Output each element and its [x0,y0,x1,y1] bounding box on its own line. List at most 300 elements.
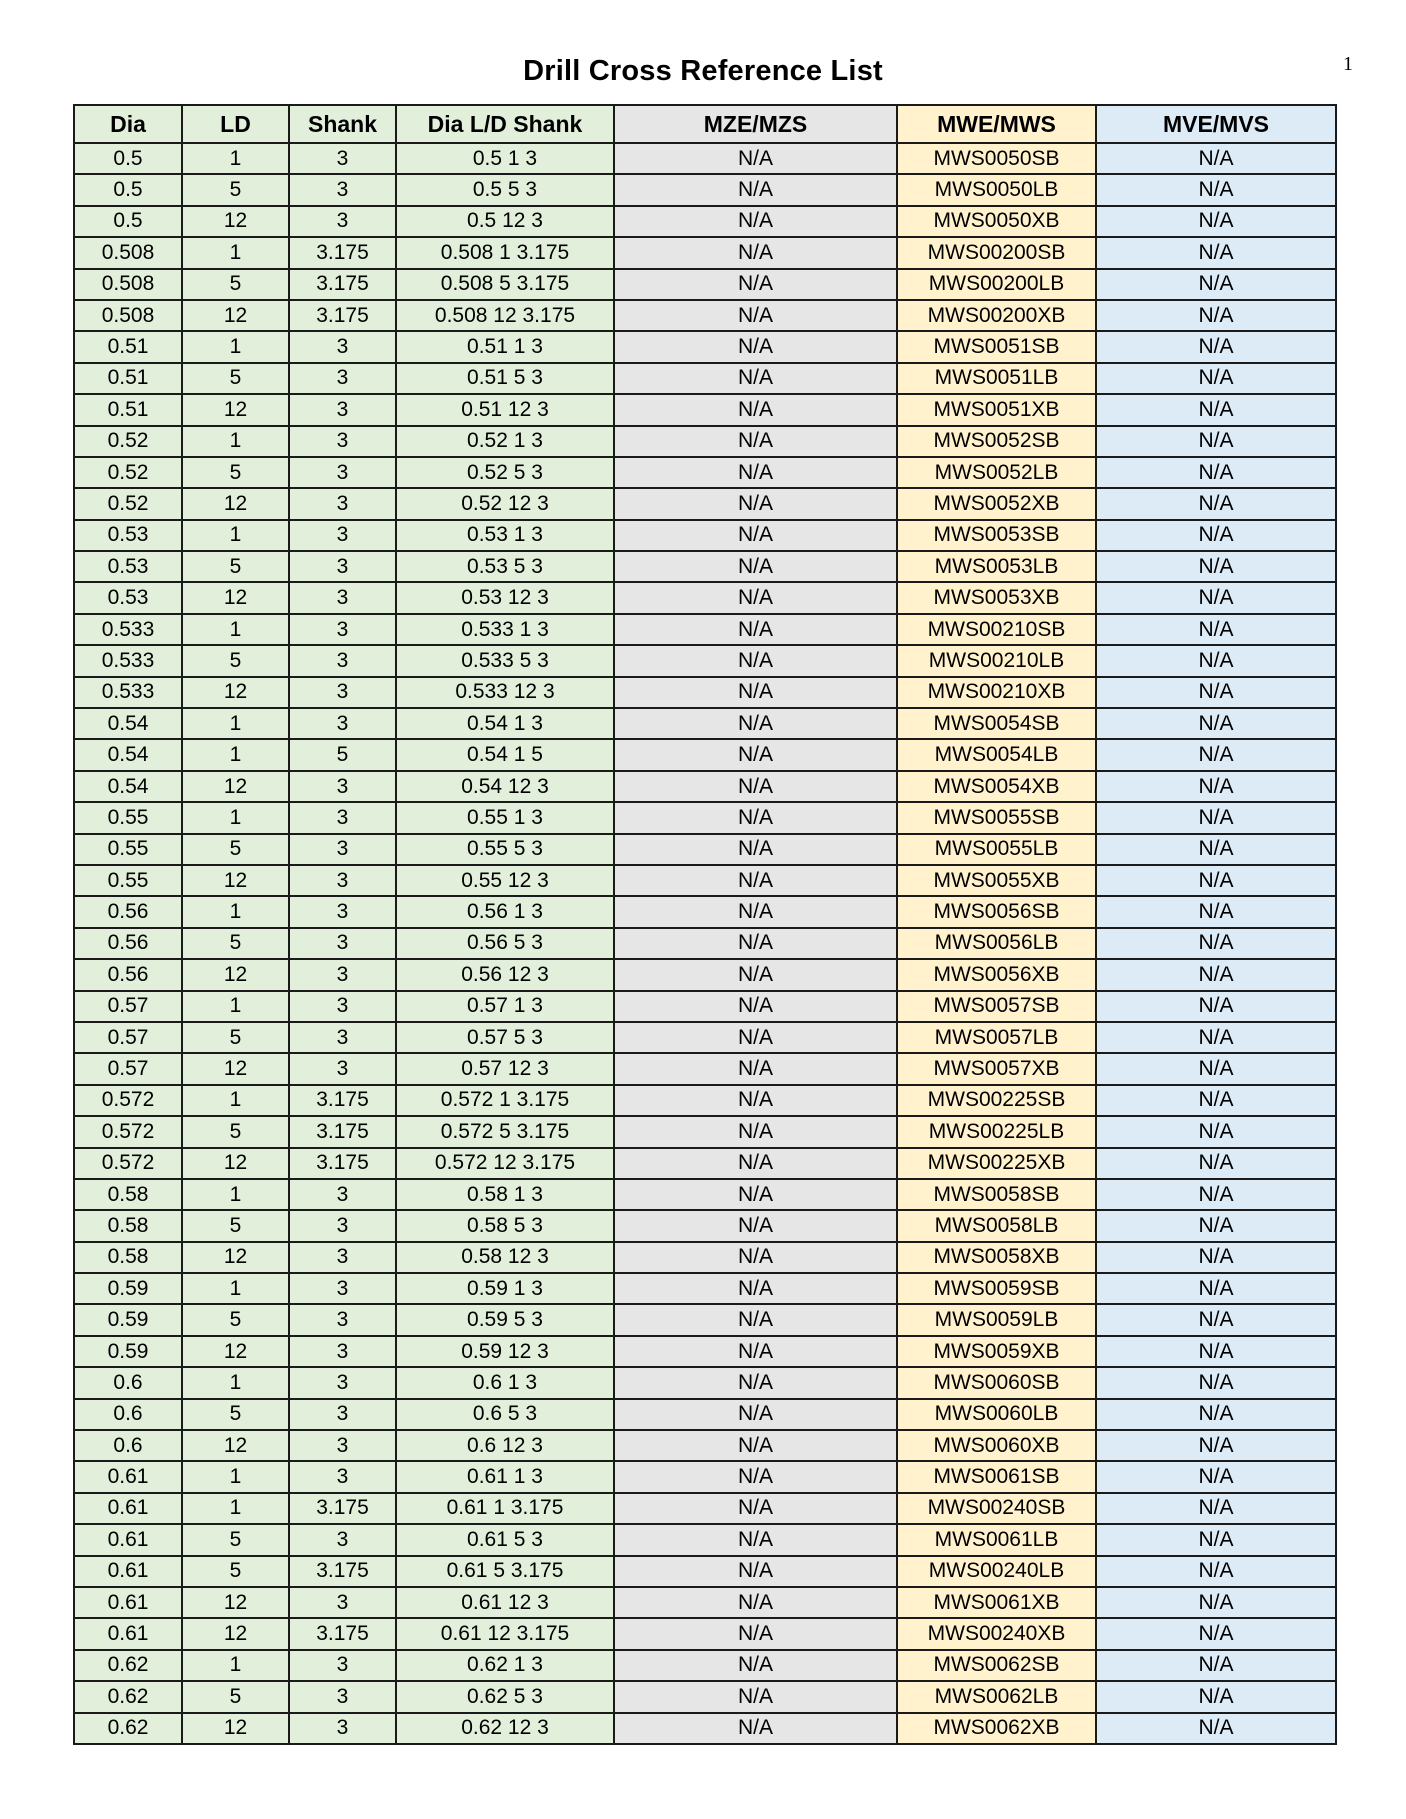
cell-dia-ld-shank: 0.5 1 3 [396,143,614,174]
cell-dia-ld-shank: 0.572 5 3.175 [396,1116,614,1147]
cell-dia-ld-shank: 0.6 5 3 [396,1399,614,1430]
cell-dia-ld-shank: 0.56 12 3 [396,959,614,990]
cell-mwe-mws: MWS0051XB [897,394,1096,425]
cell-mze-mzs: N/A [614,1242,897,1273]
cell-dia: 0.533 [74,645,182,676]
cell-dia-ld-shank: 0.59 1 3 [396,1273,614,1304]
cell-ld: 5 [182,1681,289,1712]
cell-mze-mzs: N/A [614,1053,897,1084]
cell-dia-ld-shank: 0.572 1 3.175 [396,1085,614,1116]
table-row [74,457,1336,488]
cell-mve-mvs: N/A [1096,959,1336,990]
cell-shank: 3 [289,802,396,833]
table-row [74,834,1336,865]
cell-shank: 3.175 [289,269,396,300]
cell-mze-mzs: N/A [614,1273,897,1304]
cell-mze-mzs: N/A [614,174,897,205]
cell-dia: 0.572 [74,1116,182,1147]
cell-shank: 3 [289,928,396,959]
cell-ld: 1 [182,1650,289,1681]
cell-dia-ld-shank: 0.5 5 3 [396,174,614,205]
cell-shank: 3 [289,1336,396,1367]
cell-dia: 0.58 [74,1179,182,1210]
cell-shank: 3 [289,582,396,613]
cell-shank: 3.175 [289,1085,396,1116]
cell-ld: 1 [182,1493,289,1524]
cell-ld: 1 [182,426,289,457]
cell-ld: 12 [182,1242,289,1273]
cell-mwe-mws: MWS0061XB [897,1587,1096,1618]
cell-mve-mvs: N/A [1096,363,1336,394]
cell-mwe-mws: MWS0055LB [897,834,1096,865]
cell-ld: 1 [182,1085,289,1116]
cell-dia-ld-shank: 0.52 12 3 [396,488,614,519]
cell-mwe-mws: MWS0062LB [897,1681,1096,1712]
cell-shank: 3 [289,520,396,551]
cell-mve-mvs: N/A [1096,1022,1336,1053]
cell-mve-mvs: N/A [1096,331,1336,362]
cell-ld: 12 [182,300,289,331]
cell-dia-ld-shank: 0.61 1 3.175 [396,1493,614,1524]
cell-mve-mvs: N/A [1096,488,1336,519]
cell-shank: 3 [289,1713,396,1744]
cell-mwe-mws: MWS0053LB [897,551,1096,582]
cell-dia: 0.6 [74,1367,182,1398]
column-header-mve-mvs: MVE/MVS [1096,105,1336,143]
cell-dia: 0.533 [74,614,182,645]
cell-mve-mvs: N/A [1096,1713,1336,1744]
cell-mve-mvs: N/A [1096,1053,1336,1084]
cell-dia: 0.508 [74,300,182,331]
cell-shank: 3 [289,677,396,708]
cell-shank: 3 [289,426,396,457]
cell-mze-mzs: N/A [614,1493,897,1524]
cell-mze-mzs: N/A [614,363,897,394]
cell-shank: 3 [289,614,396,645]
cell-dia-ld-shank: 0.61 5 3.175 [396,1556,614,1587]
cell-dia-ld-shank: 0.533 1 3 [396,614,614,645]
cell-shank: 3 [289,708,396,739]
table-row [74,582,1336,613]
cell-dia: 0.56 [74,959,182,990]
cell-shank: 3 [289,991,396,1022]
cell-ld: 12 [182,1618,289,1649]
cell-dia-ld-shank: 0.533 12 3 [396,677,614,708]
cell-dia: 0.54 [74,739,182,770]
cell-dia-ld-shank: 0.61 12 3 [396,1587,614,1618]
cell-shank: 3 [289,1273,396,1304]
page-number: 1 [1343,53,1353,75]
cell-dia-ld-shank: 0.62 5 3 [396,1681,614,1712]
cell-dia-ld-shank: 0.53 12 3 [396,582,614,613]
cell-mwe-mws: MWS00240SB [897,1493,1096,1524]
cell-dia-ld-shank: 0.58 5 3 [396,1210,614,1241]
cell-ld: 12 [182,1336,289,1367]
cell-dia: 0.57 [74,1022,182,1053]
cell-mwe-mws: MWS0053XB [897,582,1096,613]
cell-mve-mvs: N/A [1096,896,1336,927]
cell-mze-mzs: N/A [614,1430,897,1461]
cell-mze-mzs: N/A [614,582,897,613]
cell-mve-mvs: N/A [1096,677,1336,708]
cell-mwe-mws: MWS0056XB [897,959,1096,990]
cell-mve-mvs: N/A [1096,802,1336,833]
cell-mze-mzs: N/A [614,802,897,833]
cell-mve-mvs: N/A [1096,834,1336,865]
cell-mve-mvs: N/A [1096,1148,1336,1179]
cell-ld: 1 [182,331,289,362]
cell-mze-mzs: N/A [614,959,897,990]
cell-dia-ld-shank: 0.5 12 3 [396,206,614,237]
cell-mze-mzs: N/A [614,991,897,1022]
table-row [74,991,1336,1022]
table-row [74,1461,1336,1492]
cell-ld: 1 [182,802,289,833]
cell-mve-mvs: N/A [1096,739,1336,770]
cell-mwe-mws: MWS0061SB [897,1461,1096,1492]
table-row [74,1587,1336,1618]
cell-dia: 0.5 [74,206,182,237]
cell-shank: 3 [289,1304,396,1335]
cell-shank: 3.175 [289,1148,396,1179]
cell-shank: 3 [289,331,396,362]
cell-mve-mvs: N/A [1096,1587,1336,1618]
cell-dia-ld-shank: 0.51 1 3 [396,331,614,362]
cell-ld: 12 [182,1430,289,1461]
cell-shank: 5 [289,739,396,770]
cell-mze-mzs: N/A [614,1304,897,1335]
table-row [74,1399,1336,1430]
cell-ld: 12 [182,865,289,896]
cell-dia-ld-shank: 0.54 12 3 [396,771,614,802]
cell-shank: 3 [289,457,396,488]
cell-shank: 3 [289,1524,396,1555]
cell-shank: 3 [289,1650,396,1681]
cell-mze-mzs: N/A [614,928,897,959]
cell-ld: 12 [182,394,289,425]
cell-mze-mzs: N/A [614,143,897,174]
cell-mwe-mws: MWS0052LB [897,457,1096,488]
header-row [74,105,1336,143]
cell-mve-mvs: N/A [1096,771,1336,802]
cell-shank: 3 [289,1681,396,1712]
cell-mze-mzs: N/A [614,331,897,362]
table-row [74,1242,1336,1273]
cell-mwe-mws: MWS0050SB [897,143,1096,174]
cell-ld: 1 [182,708,289,739]
column-header-ld: LD [182,105,289,143]
cell-shank: 3.175 [289,237,396,268]
cell-mve-mvs: N/A [1096,143,1336,174]
cell-mwe-mws: MWS00225LB [897,1116,1096,1147]
cell-dia: 0.59 [74,1273,182,1304]
cell-mwe-mws: MWS0057SB [897,991,1096,1022]
cell-dia: 0.53 [74,582,182,613]
table-row [74,928,1336,959]
cell-ld: 5 [182,928,289,959]
cell-ld: 5 [182,1022,289,1053]
cell-ld: 5 [182,1210,289,1241]
table-row [74,237,1336,268]
cell-dia: 0.572 [74,1148,182,1179]
cell-dia: 0.54 [74,708,182,739]
cell-dia-ld-shank: 0.58 12 3 [396,1242,614,1273]
cell-mwe-mws: MWS00210SB [897,614,1096,645]
cell-mwe-mws: MWS00200SB [897,237,1096,268]
cell-dia: 0.57 [74,991,182,1022]
cell-mve-mvs: N/A [1096,1116,1336,1147]
cell-mze-mzs: N/A [614,1210,897,1241]
cell-dia-ld-shank: 0.53 1 3 [396,520,614,551]
cell-dia: 0.61 [74,1618,182,1649]
table-row [74,1085,1336,1116]
cell-ld: 1 [182,1461,289,1492]
table-row [74,269,1336,300]
cell-mve-mvs: N/A [1096,1524,1336,1555]
table-row [74,1493,1336,1524]
cell-dia: 0.61 [74,1556,182,1587]
cell-mve-mvs: N/A [1096,1399,1336,1430]
table-row [74,488,1336,519]
cell-ld: 12 [182,1713,289,1744]
cell-dia: 0.62 [74,1650,182,1681]
cell-mze-mzs: N/A [614,1085,897,1116]
column-header-mwe-mws: MWE/MWS [897,105,1096,143]
cell-ld: 12 [182,771,289,802]
cell-mwe-mws: MWS0056LB [897,928,1096,959]
cell-mze-mzs: N/A [614,645,897,676]
cell-mwe-mws: MWS0058LB [897,1210,1096,1241]
table-row [74,1022,1336,1053]
cell-mwe-mws: MWS0054SB [897,708,1096,739]
table-row [74,174,1336,205]
cell-mwe-mws: MWS0060SB [897,1367,1096,1398]
cell-shank: 3.175 [289,300,396,331]
cell-mwe-mws: MWS0058XB [897,1242,1096,1273]
cell-mwe-mws: MWS00225XB [897,1148,1096,1179]
cell-dia-ld-shank: 0.508 12 3.175 [396,300,614,331]
cell-shank: 3 [289,1053,396,1084]
cell-ld: 5 [182,551,289,582]
cell-mve-mvs: N/A [1096,237,1336,268]
column-header-dia: Dia [74,105,182,143]
cell-mwe-mws: MWS00210LB [897,645,1096,676]
cell-shank: 3 [289,1399,396,1430]
cell-shank: 3.175 [289,1618,396,1649]
cell-ld: 1 [182,1367,289,1398]
cell-ld: 12 [182,1587,289,1618]
cell-shank: 3.175 [289,1556,396,1587]
cell-dia-ld-shank: 0.56 1 3 [396,896,614,927]
table-row [74,1336,1336,1367]
table-row [74,331,1336,362]
cell-mze-mzs: N/A [614,1461,897,1492]
cell-mwe-mws: MWS0052SB [897,426,1096,457]
cell-dia-ld-shank: 0.572 12 3.175 [396,1148,614,1179]
cell-mve-mvs: N/A [1096,269,1336,300]
column-header-dia-ld-shank: Dia L/D Shank [396,105,614,143]
cell-mze-mzs: N/A [614,300,897,331]
cell-mwe-mws: MWS0054XB [897,771,1096,802]
table-row [74,520,1336,551]
cell-shank: 3 [289,551,396,582]
cell-dia-ld-shank: 0.54 1 3 [396,708,614,739]
table-row [74,1430,1336,1461]
cell-dia-ld-shank: 0.53 5 3 [396,551,614,582]
table-row [74,1116,1336,1147]
table-row [74,614,1336,645]
cell-shank: 3 [289,174,396,205]
cell-mve-mvs: N/A [1096,1336,1336,1367]
cell-mve-mvs: N/A [1096,928,1336,959]
cell-mze-mzs: N/A [614,865,897,896]
cell-dia: 0.52 [74,488,182,519]
cell-mze-mzs: N/A [614,739,897,770]
table-row [74,1304,1336,1335]
cell-mze-mzs: N/A [614,834,897,865]
cell-dia-ld-shank: 0.6 12 3 [396,1430,614,1461]
cell-dia: 0.51 [74,363,182,394]
cell-dia-ld-shank: 0.59 12 3 [396,1336,614,1367]
cell-shank: 3 [289,959,396,990]
table-row [74,645,1336,676]
cell-shank: 3.175 [289,1493,396,1524]
cell-mve-mvs: N/A [1096,1618,1336,1649]
cell-dia-ld-shank: 0.62 1 3 [396,1650,614,1681]
table-row [74,206,1336,237]
cell-dia: 0.508 [74,269,182,300]
cell-mve-mvs: N/A [1096,1304,1336,1335]
cell-mwe-mws: MWS0053SB [897,520,1096,551]
cell-mze-mzs: N/A [614,1116,897,1147]
cell-ld: 1 [182,520,289,551]
cell-mze-mzs: N/A [614,426,897,457]
cell-ld: 12 [182,1148,289,1179]
cell-mze-mzs: N/A [614,457,897,488]
cell-dia: 0.6 [74,1399,182,1430]
cell-shank: 3 [289,1242,396,1273]
cell-ld: 5 [182,1556,289,1587]
cell-mwe-mws: MWS00225SB [897,1085,1096,1116]
cell-ld: 12 [182,206,289,237]
cell-mwe-mws: MWS0052XB [897,488,1096,519]
cell-shank: 3 [289,394,396,425]
cell-mze-mzs: N/A [614,677,897,708]
cell-mve-mvs: N/A [1096,457,1336,488]
cell-mwe-mws: MWS0062XB [897,1713,1096,1744]
cell-mze-mzs: N/A [614,1022,897,1053]
cell-shank: 3 [289,896,396,927]
cell-shank: 3 [289,143,396,174]
cell-mwe-mws: MWS0060LB [897,1399,1096,1430]
cell-mze-mzs: N/A [614,488,897,519]
table-row [74,1367,1336,1398]
cell-dia-ld-shank: 0.55 1 3 [396,802,614,833]
cell-dia: 0.55 [74,865,182,896]
cell-dia-ld-shank: 0.6 1 3 [396,1367,614,1398]
cell-ld: 5 [182,1304,289,1335]
table-row [74,1179,1336,1210]
cell-shank: 3 [289,363,396,394]
table-row [74,802,1336,833]
cell-mwe-mws: MWS0057XB [897,1053,1096,1084]
cell-dia-ld-shank: 0.61 5 3 [396,1524,614,1555]
cell-mze-mzs: N/A [614,1524,897,1555]
cell-mwe-mws: MWS0056SB [897,896,1096,927]
cell-dia-ld-shank: 0.508 1 3.175 [396,237,614,268]
table-row [74,551,1336,582]
cell-dia: 0.54 [74,771,182,802]
cell-mze-mzs: N/A [614,206,897,237]
table-row [74,426,1336,457]
cell-mve-mvs: N/A [1096,1650,1336,1681]
cell-shank: 3 [289,1367,396,1398]
cell-dia: 0.52 [74,457,182,488]
cell-mwe-mws: MWS0059LB [897,1304,1096,1335]
cell-mze-mzs: N/A [614,614,897,645]
cell-ld: 5 [182,1116,289,1147]
cell-ld: 12 [182,582,289,613]
cell-mze-mzs: N/A [614,551,897,582]
table-row [74,300,1336,331]
cell-ld: 1 [182,237,289,268]
cell-mve-mvs: N/A [1096,1085,1336,1116]
cell-mve-mvs: N/A [1096,206,1336,237]
table-row [74,1053,1336,1084]
cell-shank: 3 [289,1587,396,1618]
cell-mve-mvs: N/A [1096,1210,1336,1241]
cell-ld: 12 [182,959,289,990]
cell-dia: 0.62 [74,1681,182,1712]
cell-dia-ld-shank: 0.57 12 3 [396,1053,614,1084]
table-row [74,394,1336,425]
cell-dia: 0.53 [74,520,182,551]
table-row [74,1273,1336,1304]
cell-shank: 3 [289,1210,396,1241]
cell-mze-mzs: N/A [614,1367,897,1398]
column-header-mze-mzs: MZE/MZS [614,105,897,143]
cell-dia: 0.61 [74,1493,182,1524]
table-row [74,677,1336,708]
cell-dia: 0.59 [74,1336,182,1367]
cell-ld: 5 [182,1524,289,1555]
cell-ld: 1 [182,143,289,174]
cell-mve-mvs: N/A [1096,645,1336,676]
cell-ld: 5 [182,269,289,300]
cell-mve-mvs: N/A [1096,1179,1336,1210]
cell-dia: 0.61 [74,1461,182,1492]
cell-mze-mzs: N/A [614,269,897,300]
cell-mze-mzs: N/A [614,708,897,739]
cell-dia: 0.51 [74,394,182,425]
cell-ld: 12 [182,677,289,708]
cell-shank: 3 [289,206,396,237]
cell-shank: 3 [289,834,396,865]
cell-mze-mzs: N/A [614,1650,897,1681]
table-row [74,1650,1336,1681]
cell-dia: 0.56 [74,928,182,959]
cell-dia: 0.61 [74,1524,182,1555]
cell-mwe-mws: MWS0058SB [897,1179,1096,1210]
cell-mwe-mws: MWS00210XB [897,677,1096,708]
table-row [74,959,1336,990]
cell-shank: 3 [289,1461,396,1492]
cell-shank: 3 [289,645,396,676]
cell-dia: 0.6 [74,1430,182,1461]
cell-dia-ld-shank: 0.508 5 3.175 [396,269,614,300]
cell-mwe-mws: MWS0050LB [897,174,1096,205]
cell-mve-mvs: N/A [1096,426,1336,457]
